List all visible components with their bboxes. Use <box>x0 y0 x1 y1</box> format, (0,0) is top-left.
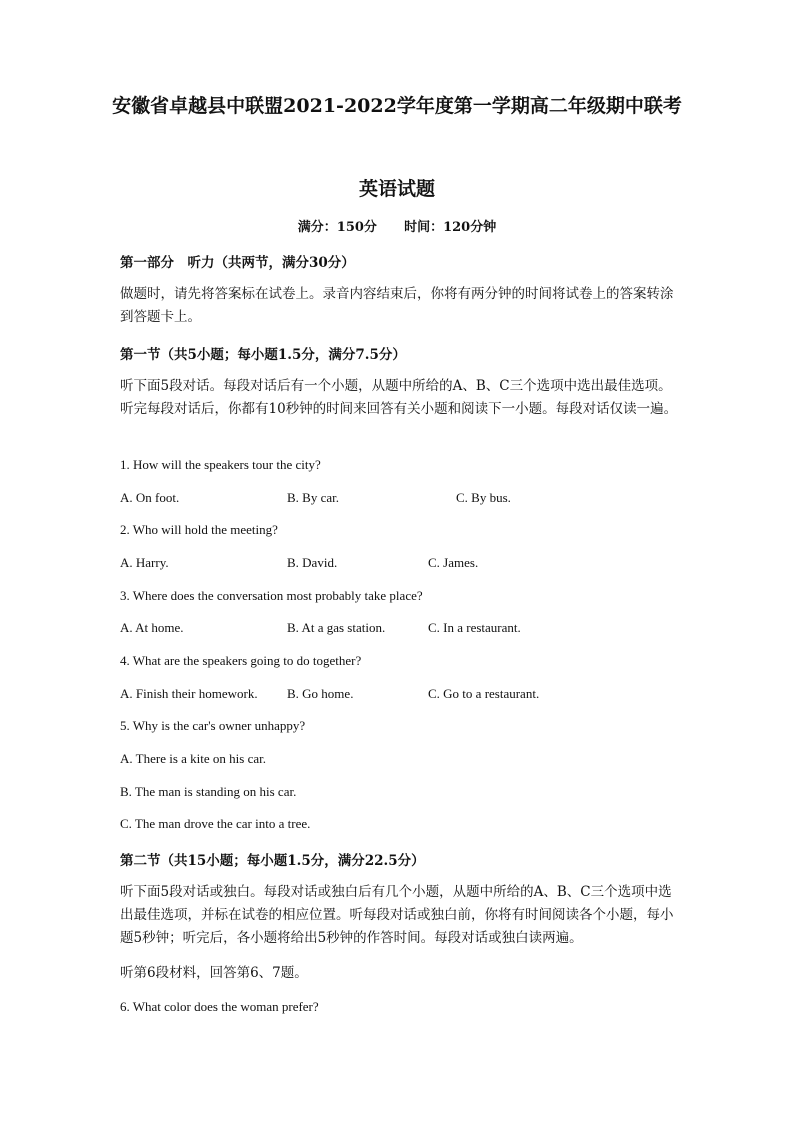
exam-subtitle: 英语试题 <box>358 178 435 200</box>
exam-title: 安徽省卓越县中联盟2021-2022学年度第一学期高二年级期中联考 <box>112 95 682 117</box>
question-6-stem: 6. What color does the woman prefer? <box>120 999 319 1014</box>
question-2-option-a: A. Harry. <box>120 555 169 570</box>
question-3-option-b: B. At a gas station. <box>287 620 386 635</box>
question-1-option-b: B. By car. <box>287 490 339 505</box>
question-4-option-c: C. Go to a restaurant. <box>428 686 540 701</box>
part1-heading: 第一部分 听力（共两节，满分30分） <box>120 255 355 271</box>
section2-heading: 第二节（共15小题；每小题1.5分，满分22.5分） <box>120 853 425 869</box>
question-5-option-b: B. The man is standing on his car. <box>120 784 297 799</box>
question-3-option-c: C. In a restaurant. <box>428 620 521 635</box>
question-1-option-a: A. On foot. <box>120 490 180 505</box>
exam-meta: 满分：150分 时间：120分钟 <box>297 220 497 235</box>
question-5-stem: 5. Why is the car's owner unhappy? <box>120 718 306 733</box>
section1-heading: 第一节（共5小题；每小题1.5分，满分7.5分） <box>120 347 406 363</box>
question-5-option-c: C. The man drove the car into a tree. <box>120 816 311 831</box>
section2-instructions: 听下面5段对话或独白。每段对话或独白后有几个小题，从题中所给的A、B、C三个选项中选出最佳选项，并标在试卷的相应位置。听每段对话或独白前，你将有时间阅读各个小题，每小题5秒钟；听完后，各小题将给出5秒钟的作答时间。每段对话或独白读两遍。 <box>120 884 674 946</box>
question-4-stem: 4. What are the speakers going to do together? <box>120 653 362 668</box>
question-3-stem: 3. Where does the conversation most probably take place? <box>120 588 423 603</box>
question-1-stem: 1. How will the speakers tour the city? <box>120 457 321 472</box>
question-2-option-b: B. David. <box>287 555 338 570</box>
question-5-option-a: A. There is a kite on his car. <box>120 751 266 766</box>
question-2-stem: 2. Who will hold the meeting? <box>120 522 278 537</box>
question-1-option-c: C. By bus. <box>456 490 511 505</box>
question-3-option-a: A. At home. <box>120 620 184 635</box>
section1-instructions: 听下面5段对话。每段对话后有一个小题，从题中所给的A、B、C三个选项中选出最佳选项。听完每段对话后，你都有10秒钟的时间来回答有关小题和阅读下一小题。每段对话仅读一遍。 <box>120 378 678 417</box>
material-note: 听第6段材料，回答第6、7题。 <box>120 965 308 981</box>
question-4-option-a: A. Finish their homework. <box>120 686 258 701</box>
part1-instructions: 做题时，请先将答案标在试卷上。录音内容结束后，你将有两分钟的时间将试卷上的答案转涂到答题卡上。 <box>120 286 674 325</box>
question-4-option-b: B. Go home. <box>287 686 354 701</box>
question-2-option-c: C. James. <box>428 555 479 570</box>
